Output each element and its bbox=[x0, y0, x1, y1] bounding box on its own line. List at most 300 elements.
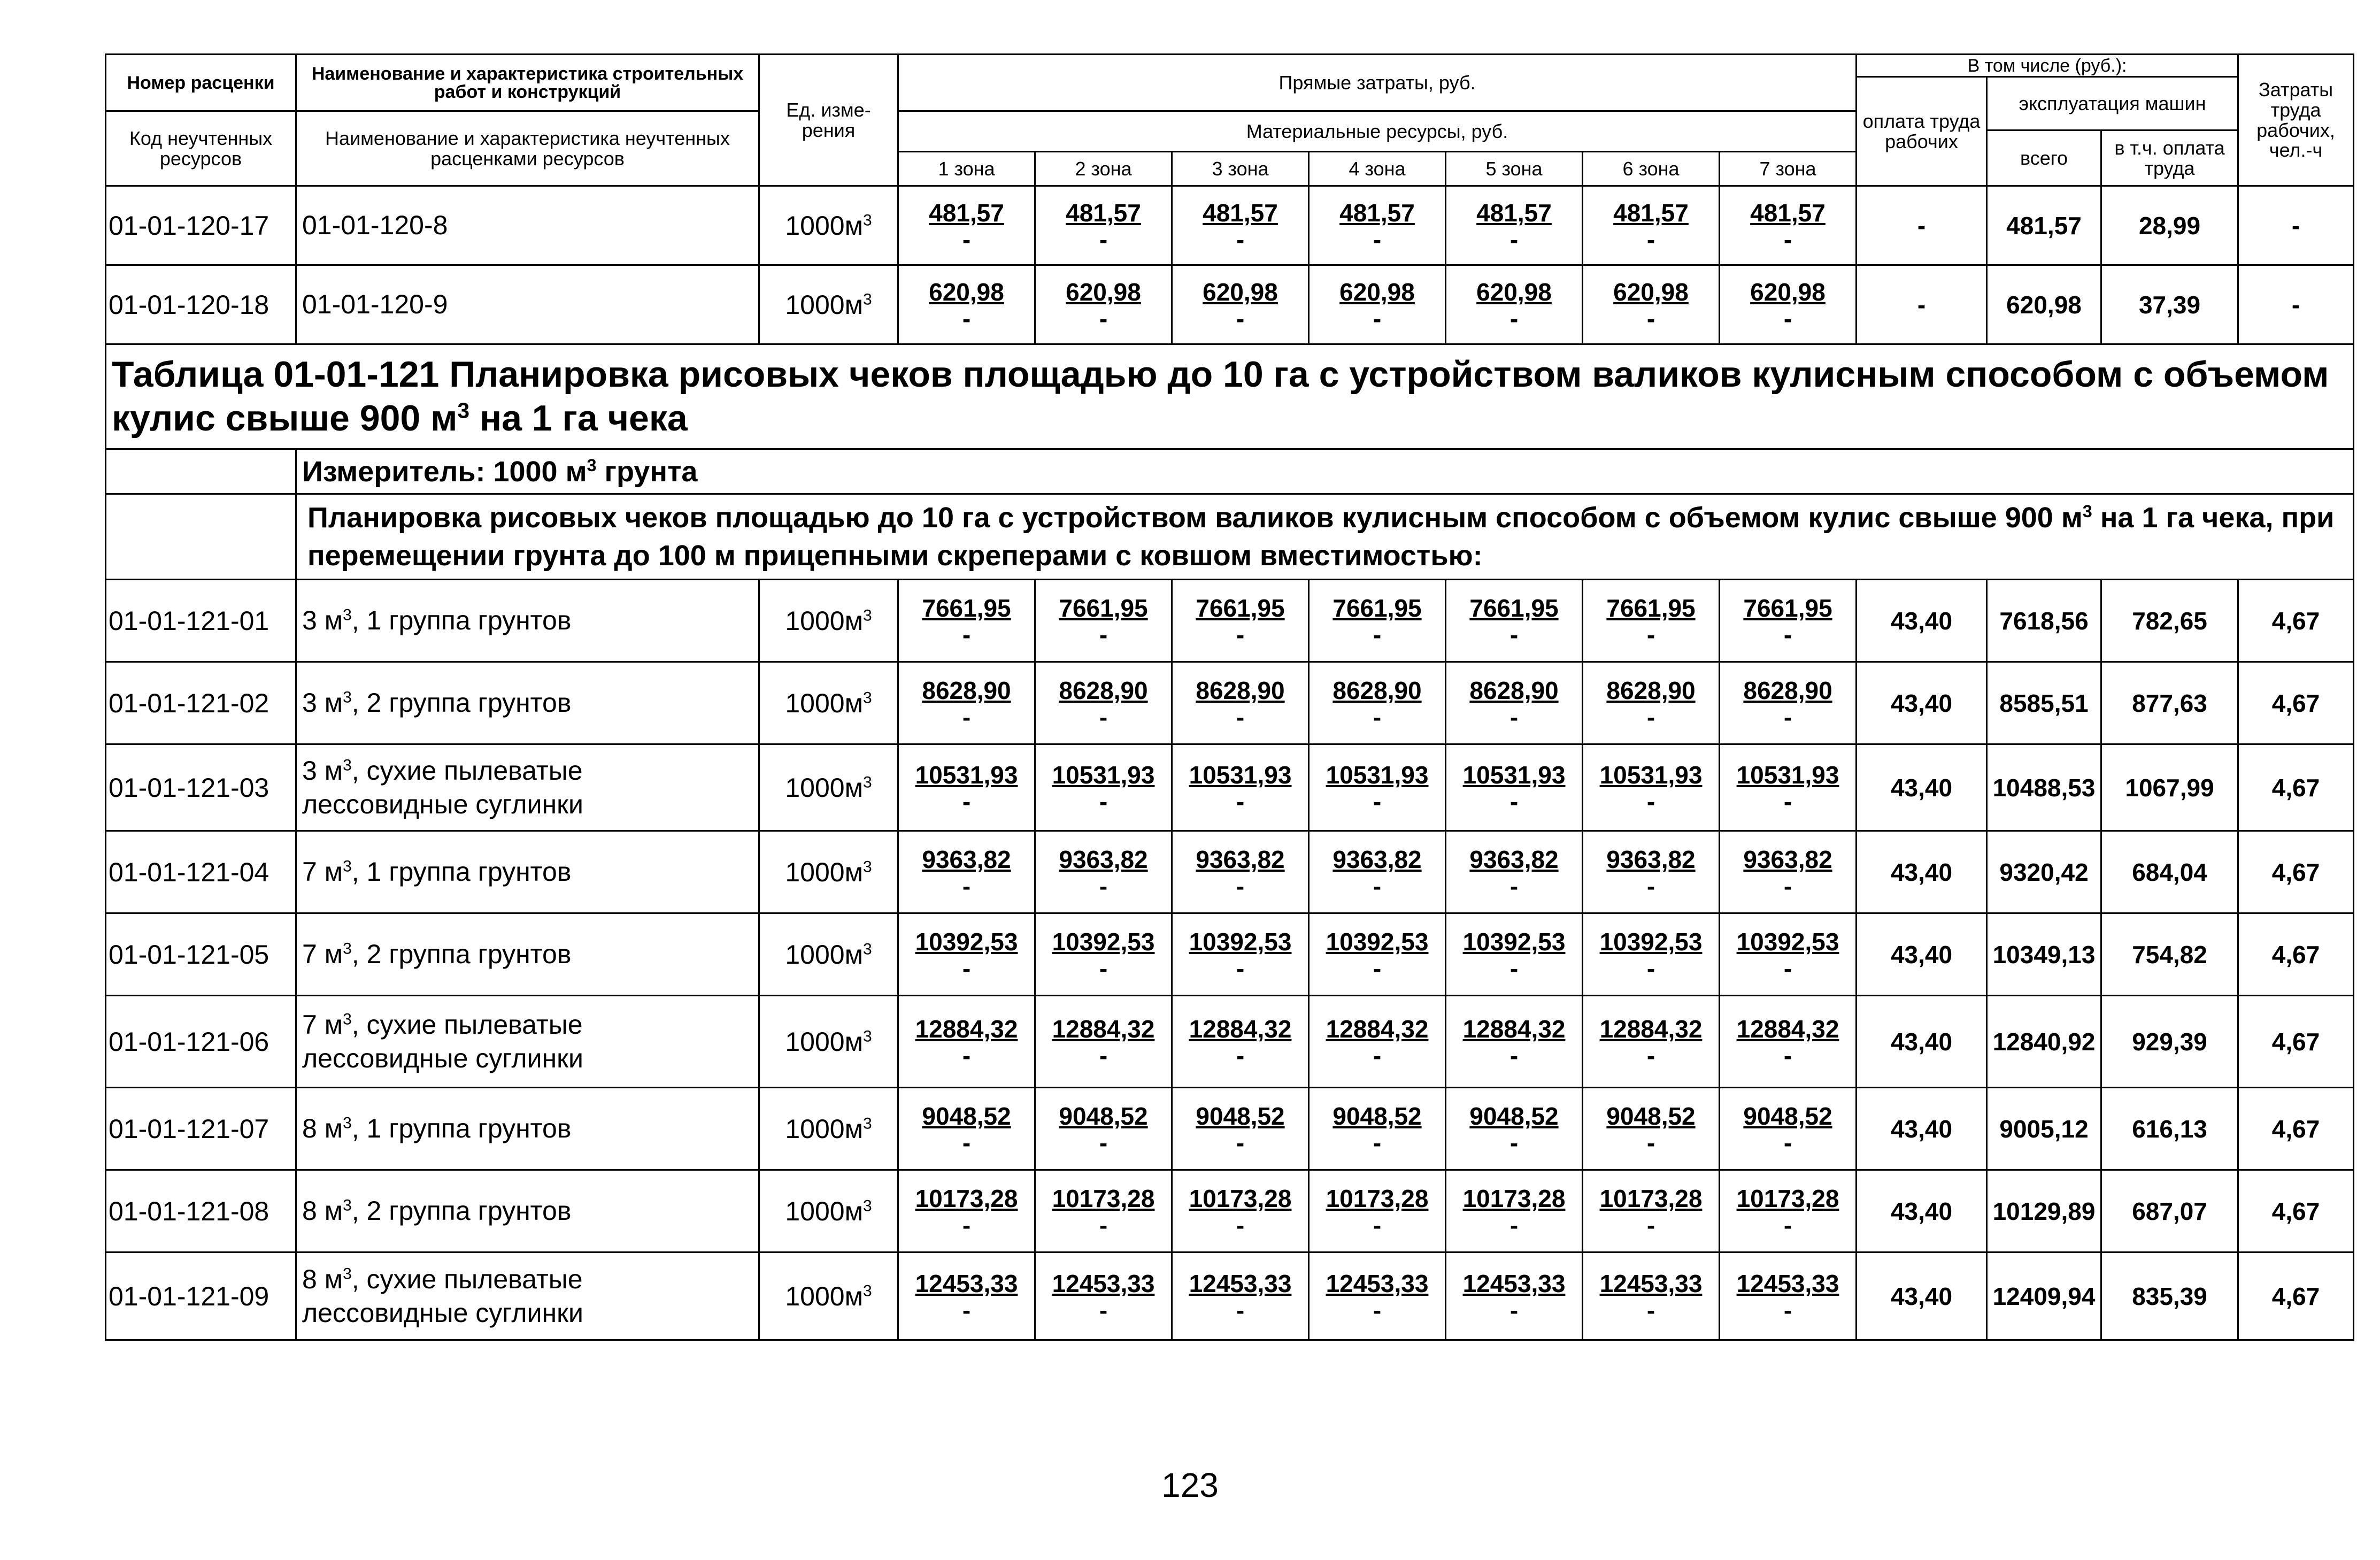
zone-price-cell bbox=[1309, 662, 1446, 744]
zone-price-value: 481,57 bbox=[1750, 199, 1826, 227]
labor-costs-cell: 4,67 bbox=[2238, 662, 2354, 744]
zone-price-dash: - bbox=[1236, 1296, 1245, 1324]
zone-price-dash: - bbox=[1646, 620, 1655, 649]
zone-price-value: 10173,28 bbox=[1326, 1185, 1429, 1213]
table-row bbox=[106, 186, 2354, 265]
col-name-unaccounted-header: Наименование и характеристика неучтенных расценками ресурсов bbox=[296, 111, 759, 186]
unit-superscript: 3 bbox=[862, 688, 872, 706]
zone-price-cell bbox=[1309, 580, 1446, 662]
zone-price-value: 620,98 bbox=[1066, 278, 1141, 306]
zone-price-dash: - bbox=[1099, 872, 1108, 900]
zone-price-value: 12884,32 bbox=[915, 1015, 1018, 1043]
zone-price-value: 9048,52 bbox=[1059, 1102, 1148, 1131]
machines-total-cell: 12409,94 bbox=[1987, 1252, 2101, 1340]
zone-price-value: 7661,95 bbox=[922, 594, 1011, 623]
zone-price-dash: - bbox=[1646, 703, 1655, 731]
zone-price-cell bbox=[1309, 186, 1446, 265]
zone-price-dash: - bbox=[1236, 1128, 1245, 1157]
labor-costs-cell: 4,67 bbox=[2238, 744, 2354, 831]
zone-price-value: 7661,95 bbox=[1333, 594, 1422, 623]
work-name-superscript: 3 bbox=[343, 756, 352, 774]
zone-price-value: 10392,53 bbox=[1052, 928, 1155, 956]
zone-price-value: 620,98 bbox=[1613, 278, 1689, 306]
table-row bbox=[106, 913, 2354, 996]
zone-price-dash: - bbox=[1783, 872, 1792, 900]
zone-price-value: 10173,28 bbox=[1052, 1185, 1155, 1213]
zone-price-value: 10392,53 bbox=[1189, 928, 1292, 956]
description-cell bbox=[296, 494, 2354, 580]
zone-price-value: 12453,33 bbox=[1189, 1270, 1292, 1298]
zone-price-dash: - bbox=[1509, 304, 1519, 333]
unit-cell bbox=[759, 580, 898, 662]
work-name-text: 8 м bbox=[302, 1113, 343, 1144]
labor-wages-cell: 43,40 bbox=[1857, 1252, 1987, 1340]
including-header: В том числе (руб.): bbox=[1857, 55, 2238, 77]
table-title-tail: на 1 га чека bbox=[469, 397, 688, 439]
zone-price-value: 8628,90 bbox=[1469, 677, 1559, 705]
zone-price-value: 12453,33 bbox=[1599, 1270, 1703, 1298]
zone-price-cell bbox=[1720, 831, 1857, 913]
zone-price-cell bbox=[898, 744, 1035, 831]
labor-wages-cell: 43,40 bbox=[1857, 662, 1987, 744]
zone-price-dash: - bbox=[1646, 1041, 1655, 1070]
zone-price-cell bbox=[1309, 744, 1446, 831]
labor-costs-cell: 4,67 bbox=[2238, 1170, 2354, 1252]
total-header: всего bbox=[1987, 130, 2101, 186]
unit-text: 1000м bbox=[785, 1196, 863, 1226]
zone-price-dash: - bbox=[1783, 787, 1792, 816]
zone-price-cell bbox=[1720, 265, 1857, 344]
work-name-text: 7 м bbox=[302, 1010, 343, 1040]
work-name-tail: , 1 группа грунтов bbox=[351, 605, 572, 636]
zone-price-dash: - bbox=[1783, 620, 1792, 649]
zone-price-cell bbox=[1583, 996, 1720, 1088]
zone-price-cell bbox=[1309, 265, 1446, 344]
zone-price-value: 12884,32 bbox=[1052, 1015, 1155, 1043]
table-row bbox=[106, 1088, 2354, 1170]
labor-wages-cell: - bbox=[1857, 265, 1987, 344]
zone-price-dash: - bbox=[1099, 225, 1108, 253]
zone-price-dash: - bbox=[1373, 703, 1382, 731]
zone-price-value: 12453,33 bbox=[1326, 1270, 1429, 1298]
unit-superscript: 3 bbox=[862, 1114, 872, 1132]
rate-code-cell: 01-01-121-07 bbox=[106, 1088, 296, 1170]
zone-price-cell bbox=[1720, 744, 1857, 831]
unit-cell bbox=[759, 1170, 898, 1252]
zone-price-value: 620,98 bbox=[1339, 278, 1415, 306]
zone-price-cell bbox=[898, 265, 1035, 344]
zone-price-dash: - bbox=[962, 954, 971, 982]
machines-total-cell: 9320,42 bbox=[1987, 831, 2101, 913]
zone-price-dash: - bbox=[1236, 225, 1245, 253]
work-name-text: 7 м bbox=[302, 857, 343, 887]
labor-wages-cell: 43,40 bbox=[1857, 1088, 1987, 1170]
zone-price-dash: - bbox=[1236, 620, 1245, 649]
work-name-superscript: 3 bbox=[343, 1114, 352, 1132]
zone-price-cell bbox=[1035, 265, 1172, 344]
unit-superscript: 3 bbox=[862, 1196, 872, 1215]
zone-price-dash: - bbox=[1099, 1041, 1108, 1070]
zone-price-dash: - bbox=[1373, 1128, 1382, 1157]
work-name-cell bbox=[296, 913, 759, 996]
zone-price-dash: - bbox=[962, 703, 971, 731]
work-name-text: 8 м bbox=[302, 1196, 343, 1226]
zone-price-cell bbox=[1446, 1088, 1583, 1170]
zone-header-3: 3 зона bbox=[1172, 152, 1309, 186]
zone-price-cell bbox=[1446, 996, 1583, 1088]
zone-price-cell bbox=[1720, 996, 1857, 1088]
machines-total-cell: 481,57 bbox=[1987, 186, 2101, 265]
machines-incl-wages-cell: 929,39 bbox=[2101, 996, 2238, 1088]
zone-price-value: 7661,95 bbox=[1469, 594, 1559, 623]
unit-superscript: 3 bbox=[862, 1281, 872, 1300]
table-title bbox=[106, 344, 2354, 449]
zone-header-6: 6 зона bbox=[1583, 152, 1720, 186]
zone-price-dash: - bbox=[1099, 620, 1108, 649]
zone-price-cell bbox=[1309, 1088, 1446, 1170]
labor-costs-cell: - bbox=[2238, 265, 2354, 344]
zone-price-cell bbox=[1446, 580, 1583, 662]
machines-incl-wages-cell: 687,07 bbox=[2101, 1170, 2238, 1252]
zone-price-value: 481,57 bbox=[1476, 199, 1552, 227]
unit-cell bbox=[759, 186, 898, 265]
zone-price-cell bbox=[1172, 1088, 1309, 1170]
zone-price-value: 12884,32 bbox=[1599, 1015, 1703, 1043]
table-row bbox=[106, 580, 2354, 662]
zone-price-dash: - bbox=[962, 787, 971, 816]
zone-price-cell bbox=[1583, 913, 1720, 996]
work-name-superscript: 3 bbox=[343, 1265, 352, 1283]
zone-price-dash: - bbox=[1509, 1041, 1519, 1070]
zone-price-cell bbox=[898, 186, 1035, 265]
zone-price-value: 12884,32 bbox=[1326, 1015, 1429, 1043]
zone-price-value: 620,98 bbox=[1476, 278, 1552, 306]
meter-empty-cell bbox=[106, 449, 296, 494]
zone-price-cell bbox=[898, 831, 1035, 913]
zone-price-dash: - bbox=[962, 620, 971, 649]
work-name-text: 7 м bbox=[302, 939, 343, 970]
labor-costs-cell: 4,67 bbox=[2238, 1252, 2354, 1340]
zone-price-cell bbox=[1583, 265, 1720, 344]
zone-price-dash: - bbox=[1099, 1128, 1108, 1157]
zone-price-cell bbox=[1720, 1088, 1857, 1170]
rate-code-cell: 01-01-121-01 bbox=[106, 580, 296, 662]
table-row bbox=[106, 265, 2354, 344]
zone-price-dash: - bbox=[1099, 787, 1108, 816]
labor-wages-cell: 43,40 bbox=[1857, 913, 1987, 996]
zone-price-cell bbox=[1446, 186, 1583, 265]
zone-price-dash: - bbox=[1373, 954, 1382, 982]
meter-cell bbox=[296, 449, 2354, 494]
machines-incl-wages-cell: 835,39 bbox=[2101, 1252, 2238, 1340]
zone-price-dash: - bbox=[1646, 304, 1655, 333]
zone-price-cell bbox=[1720, 580, 1857, 662]
zone-price-cell bbox=[1172, 996, 1309, 1088]
zone-price-cell bbox=[898, 662, 1035, 744]
machines-incl-wages-cell: 782,65 bbox=[2101, 580, 2238, 662]
work-name-superscript: 3 bbox=[343, 1010, 352, 1028]
work-name-cell bbox=[296, 265, 759, 344]
zone-price-dash: - bbox=[962, 225, 971, 253]
zone-price-value: 10173,28 bbox=[915, 1185, 1018, 1213]
labor-costs-cell: 4,67 bbox=[2238, 913, 2354, 996]
zone-price-value: 9363,82 bbox=[1196, 846, 1285, 874]
work-name-cell bbox=[296, 1252, 759, 1340]
unit-text: 1000м bbox=[785, 772, 863, 803]
col-unit-header: Ед. изме-рения bbox=[759, 55, 898, 186]
zone-price-value: 10531,93 bbox=[1736, 761, 1839, 789]
zone-price-value: 9363,82 bbox=[1469, 846, 1559, 874]
unit-text: 1000м bbox=[785, 605, 863, 636]
zone-price-cell bbox=[1583, 1170, 1720, 1252]
work-name-tail: , сухие пылеватые лессовидные суглинки bbox=[302, 756, 583, 819]
zone-price-dash: - bbox=[1783, 1211, 1792, 1239]
table-row bbox=[106, 996, 2354, 1088]
zone-price-value: 9048,52 bbox=[1743, 1102, 1832, 1131]
zone-price-cell bbox=[1172, 662, 1309, 744]
zone-price-dash: - bbox=[1236, 304, 1245, 333]
machines-incl-wages-cell: 684,04 bbox=[2101, 831, 2238, 913]
rate-code-cell: 01-01-121-04 bbox=[106, 831, 296, 913]
zone-price-dash: - bbox=[1783, 225, 1792, 253]
zone-price-value: 620,98 bbox=[1203, 278, 1278, 306]
labor-wages-cell: - bbox=[1857, 186, 1987, 265]
zone-price-dash: - bbox=[1373, 872, 1382, 900]
zone-price-dash: - bbox=[1236, 703, 1245, 731]
zone-price-cell bbox=[1035, 744, 1172, 831]
labor-wages-cell: 43,40 bbox=[1857, 831, 1987, 913]
work-name-superscript: 3 bbox=[343, 688, 352, 706]
zone-price-dash: - bbox=[1236, 1041, 1245, 1070]
work-name-superscript: 3 bbox=[343, 1196, 352, 1215]
unit-text: 1000м bbox=[785, 688, 863, 718]
zone-price-value: 10173,28 bbox=[1462, 1185, 1566, 1213]
zone-price-value: 620,98 bbox=[1750, 278, 1826, 306]
zone-price-cell bbox=[1309, 1252, 1446, 1340]
labor-wages-cell: 43,40 bbox=[1857, 580, 1987, 662]
zone-price-dash: - bbox=[962, 1211, 971, 1239]
work-name-cell bbox=[296, 831, 759, 913]
rate-code-cell: 01-01-121-08 bbox=[106, 1170, 296, 1252]
zone-price-dash: - bbox=[1783, 304, 1792, 333]
labor-costs-cell: - bbox=[2238, 186, 2354, 265]
zone-price-value: 8628,90 bbox=[922, 677, 1011, 705]
zone-price-cell bbox=[898, 1170, 1035, 1252]
zone-price-cell bbox=[1035, 1252, 1172, 1340]
table-row bbox=[106, 744, 2354, 831]
unit-cell bbox=[759, 1252, 898, 1340]
unit-cell bbox=[759, 913, 898, 996]
work-name-tail: , 2 группа грунтов bbox=[351, 939, 572, 970]
table-row bbox=[106, 662, 2354, 744]
description-tail: на 1 га чека, при перемещении грунта до 100 м прицепными скреперами с ковшом вместимостью: bbox=[307, 502, 2335, 572]
zone-header-5: 5 зона bbox=[1446, 152, 1583, 186]
zone-price-value: 8628,90 bbox=[1743, 677, 1832, 705]
zone-price-value: 10392,53 bbox=[1462, 928, 1566, 956]
zone-price-value: 481,57 bbox=[1203, 199, 1278, 227]
machine-operation-header: эксплуатация машин bbox=[1987, 77, 2238, 130]
table-row bbox=[106, 1252, 2354, 1340]
machines-total-cell: 10129,89 bbox=[1987, 1170, 2101, 1252]
rate-code-cell: 01-01-120-17 bbox=[106, 186, 296, 265]
zone-price-value: 12884,32 bbox=[1189, 1015, 1292, 1043]
zone-price-cell bbox=[1720, 662, 1857, 744]
zone-price-dash: - bbox=[1783, 1128, 1792, 1157]
unit-cell bbox=[759, 662, 898, 744]
zone-price-dash: - bbox=[1509, 954, 1519, 982]
unit-superscript: 3 bbox=[862, 290, 872, 308]
labor-costs-cell: 4,67 bbox=[2238, 996, 2354, 1088]
zone-price-cell bbox=[1035, 1088, 1172, 1170]
zone-price-dash: - bbox=[1373, 1041, 1382, 1070]
work-name-tail: , 1 группа грунтов bbox=[351, 1113, 572, 1144]
zone-price-value: 10392,53 bbox=[1326, 928, 1429, 956]
zone-price-dash: - bbox=[1646, 1211, 1655, 1239]
zone-price-value: 10531,93 bbox=[1326, 761, 1429, 789]
zone-price-cell bbox=[1309, 831, 1446, 913]
work-name-tail: , 2 группа грунтов bbox=[351, 1196, 572, 1226]
zone-price-cell bbox=[1720, 1170, 1857, 1252]
unit-text: 1000м bbox=[785, 1281, 863, 1311]
zone-header-4: 4 зона bbox=[1309, 152, 1446, 186]
zone-price-dash: - bbox=[1099, 1211, 1108, 1239]
zone-price-value: 10531,93 bbox=[1462, 761, 1566, 789]
zone-price-value: 9048,52 bbox=[1469, 1102, 1559, 1131]
work-name-tail: , сухие пылеватые лессовидные суглинки bbox=[302, 1264, 583, 1328]
zone-price-cell bbox=[1446, 1170, 1583, 1252]
zone-price-value: 8628,90 bbox=[1606, 677, 1696, 705]
zone-price-dash: - bbox=[1646, 1128, 1655, 1157]
zone-price-value: 12453,33 bbox=[1052, 1270, 1155, 1298]
zone-price-value: 481,57 bbox=[1339, 199, 1415, 227]
zone-price-dash: - bbox=[1099, 1296, 1108, 1324]
zone-price-cell bbox=[1583, 1252, 1720, 1340]
zone-price-dash: - bbox=[1646, 225, 1655, 253]
work-name-superscript: 3 bbox=[343, 940, 352, 958]
zone-price-dash: - bbox=[1783, 1296, 1792, 1324]
unit-cell bbox=[759, 1088, 898, 1170]
zone-price-value: 481,57 bbox=[929, 199, 1004, 227]
table-row bbox=[106, 1170, 2354, 1252]
zone-price-cell bbox=[1583, 662, 1720, 744]
zone-price-cell bbox=[1720, 186, 1857, 265]
zone-price-cell bbox=[1172, 831, 1309, 913]
zone-price-cell bbox=[1446, 913, 1583, 996]
zone-price-dash: - bbox=[1373, 1211, 1382, 1239]
work-name-text: 3 м bbox=[302, 688, 343, 718]
zone-price-value: 9048,52 bbox=[1333, 1102, 1422, 1131]
machines-incl-wages-cell: 37,39 bbox=[2101, 265, 2238, 344]
unit-text: 1000м bbox=[785, 1113, 863, 1144]
zone-price-value: 9363,82 bbox=[1059, 846, 1148, 874]
rate-code-cell: 01-01-121-06 bbox=[106, 996, 296, 1088]
zone-price-cell bbox=[1035, 1170, 1172, 1252]
zone-price-dash: - bbox=[1509, 872, 1519, 900]
zone-price-dash: - bbox=[1236, 954, 1245, 982]
rate-code-cell: 01-01-121-03 bbox=[106, 744, 296, 831]
zone-price-dash: - bbox=[1509, 787, 1519, 816]
zone-price-dash: - bbox=[962, 872, 971, 900]
zone-price-dash: - bbox=[962, 1296, 971, 1324]
zone-price-value: 12453,33 bbox=[915, 1270, 1018, 1298]
zone-price-dash: - bbox=[1373, 1296, 1382, 1324]
zone-price-value: 7661,95 bbox=[1196, 594, 1285, 623]
work-name-cell bbox=[296, 744, 759, 831]
zone-header-2: 2 зона bbox=[1035, 152, 1172, 186]
zone-price-cell bbox=[1172, 1252, 1309, 1340]
zone-price-value: 9363,82 bbox=[922, 846, 1011, 874]
meter-superscript: 3 bbox=[587, 455, 597, 475]
zone-price-dash: - bbox=[1509, 620, 1519, 649]
unit-superscript: 3 bbox=[862, 211, 872, 229]
unit-cell bbox=[759, 744, 898, 831]
zone-price-value: 10531,93 bbox=[1599, 761, 1703, 789]
work-name-cell bbox=[296, 1170, 759, 1252]
page-number: 123 bbox=[1161, 1466, 1219, 1504]
zone-price-cell bbox=[1720, 1252, 1857, 1340]
zone-price-value: 12884,32 bbox=[1462, 1015, 1566, 1043]
zone-price-dash: - bbox=[1646, 954, 1655, 982]
work-name-tail: , 2 группа грунтов bbox=[351, 688, 572, 718]
work-name-cell bbox=[296, 186, 759, 265]
zone-price-dash: - bbox=[1509, 1211, 1519, 1239]
labor-costs-cell: 4,67 bbox=[2238, 1088, 2354, 1170]
zone-price-value: 620,98 bbox=[929, 278, 1004, 306]
unit-cell bbox=[759, 831, 898, 913]
col-code-header: Код неучтенных ресурсов bbox=[106, 111, 296, 186]
zone-price-value: 10173,28 bbox=[1736, 1185, 1839, 1213]
zone-price-cell bbox=[1583, 580, 1720, 662]
zone-price-value: 7661,95 bbox=[1743, 594, 1832, 623]
machines-total-cell: 620,98 bbox=[1987, 265, 2101, 344]
zone-price-cell bbox=[1035, 913, 1172, 996]
unit-superscript: 3 bbox=[862, 773, 872, 791]
zone-price-value: 10531,93 bbox=[1052, 761, 1155, 789]
work-name-text: 01-01-120-8 bbox=[302, 210, 448, 241]
zone-price-value: 10392,53 bbox=[1736, 928, 1839, 956]
zone-price-value: 12453,33 bbox=[1736, 1270, 1839, 1298]
zone-price-cell bbox=[1446, 831, 1583, 913]
unit-superscript: 3 bbox=[862, 606, 872, 624]
zone-price-cell bbox=[1035, 831, 1172, 913]
unit-superscript: 3 bbox=[862, 940, 872, 958]
zone-price-dash: - bbox=[1236, 787, 1245, 816]
labor-costs-cell: 4,67 bbox=[2238, 580, 2354, 662]
zone-price-value: 8628,90 bbox=[1059, 677, 1148, 705]
zone-price-dash: - bbox=[1509, 1296, 1519, 1324]
zone-price-cell bbox=[1172, 186, 1309, 265]
description-empty-cell bbox=[106, 494, 296, 580]
zone-price-cell bbox=[898, 1252, 1035, 1340]
labor-wages-header: оплата труда рабочих bbox=[1857, 77, 1987, 186]
zone-price-cell bbox=[1446, 662, 1583, 744]
unit-superscript: 3 bbox=[862, 857, 872, 875]
zone-price-dash: - bbox=[1099, 954, 1108, 982]
labor-wages-cell: 43,40 bbox=[1857, 744, 1987, 831]
zone-price-cell bbox=[898, 580, 1035, 662]
zone-price-cell bbox=[1446, 1252, 1583, 1340]
unit-text: 1000м bbox=[785, 939, 863, 970]
zone-price-dash: - bbox=[1373, 787, 1382, 816]
zone-price-cell bbox=[1583, 1088, 1720, 1170]
zone-header-7: 7 зона bbox=[1720, 152, 1857, 186]
zone-price-cell bbox=[1583, 831, 1720, 913]
zone-price-dash: - bbox=[1099, 304, 1108, 333]
work-name-text: 8 м bbox=[302, 1264, 343, 1294]
table-title-superscript: 3 bbox=[457, 397, 470, 422]
table-title-row bbox=[106, 344, 2354, 449]
unit-superscript: 3 bbox=[862, 1027, 872, 1045]
